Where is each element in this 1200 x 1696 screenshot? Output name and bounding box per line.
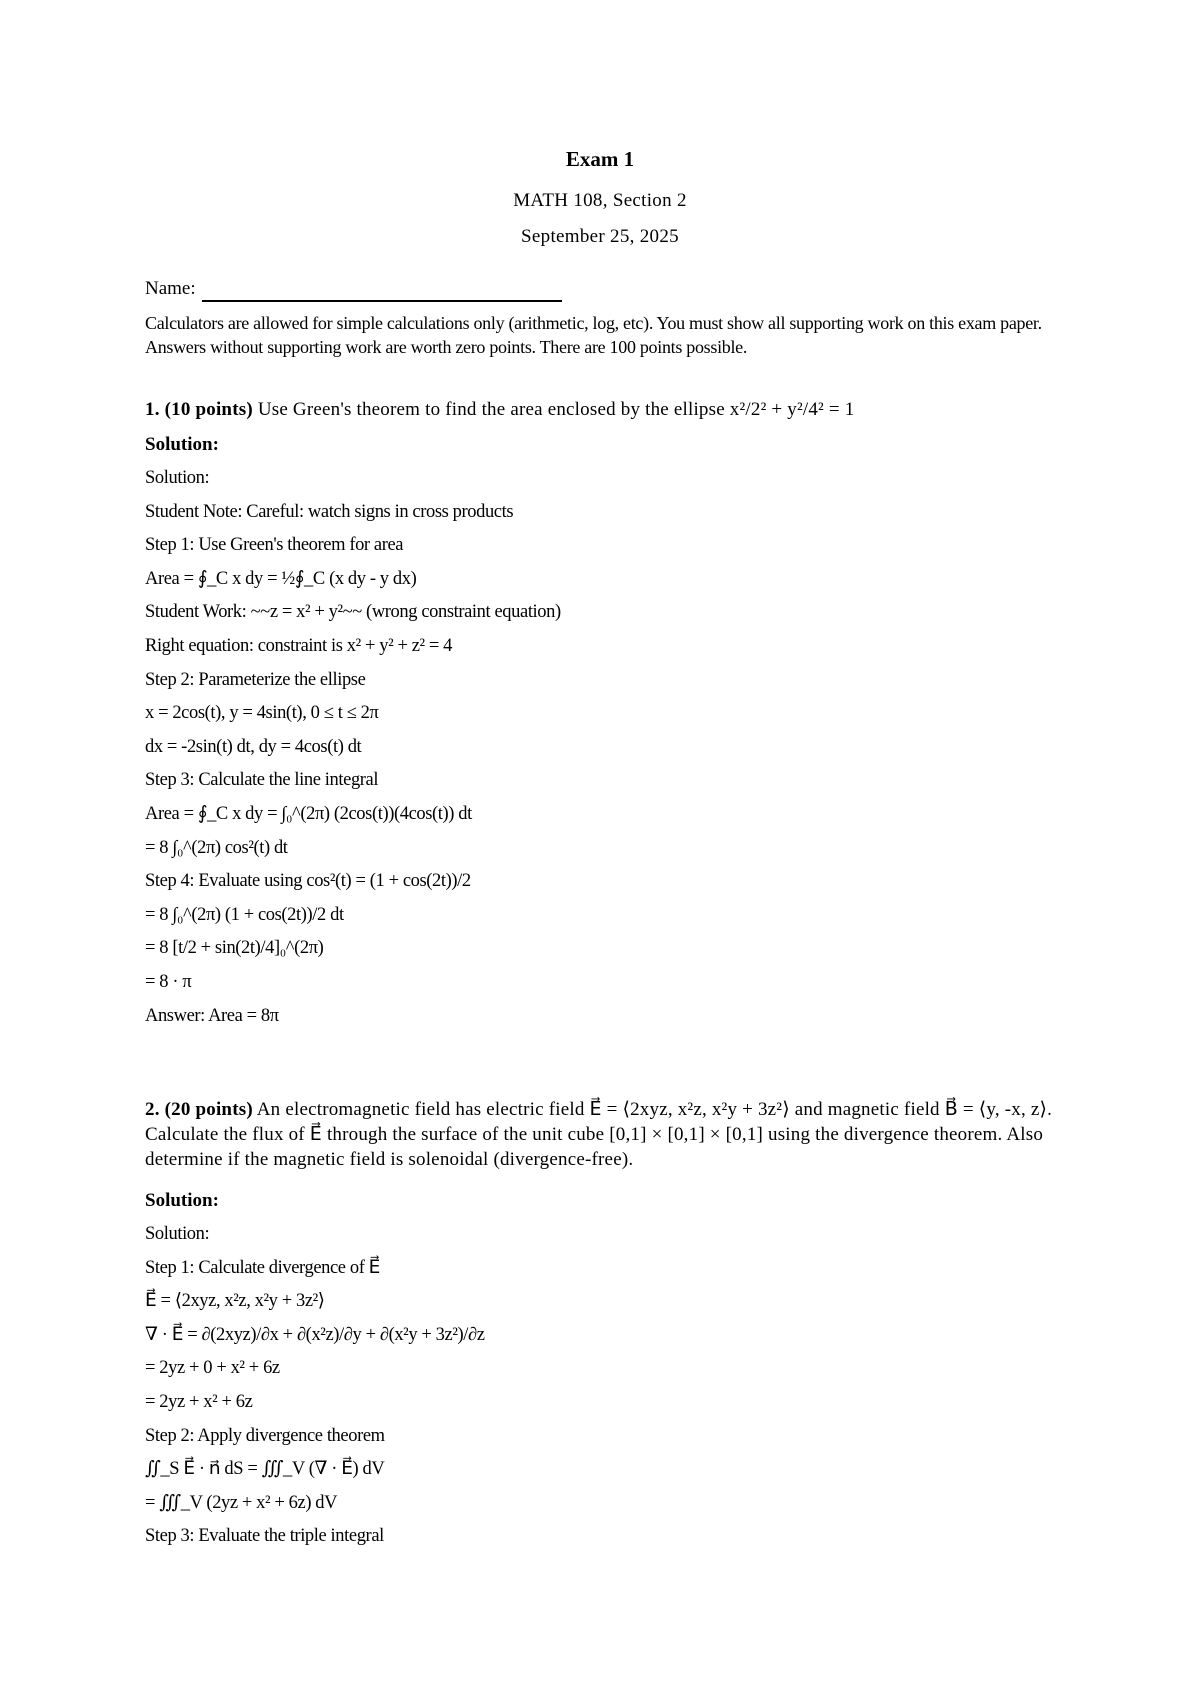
solution-line: E⃗ = ⟨2xyz, x²z, x²y + 3z²⟩ bbox=[145, 1291, 325, 1312]
course-info: MATH 108, Section 2 bbox=[513, 190, 687, 211]
solution-line: Solution: bbox=[145, 1224, 210, 1244]
solution-line: Step 3: Calculate the line integral bbox=[145, 770, 379, 791]
solution-line: Student Work: ~~z = x² + y²~~ (wrong constraint equation) bbox=[145, 602, 561, 623]
solution-line: = 8 · π bbox=[145, 971, 192, 992]
solution-line: Solution: bbox=[145, 468, 210, 488]
solution-line: Step 4: Evaluate using cos²(t) = (1 + cos(2t))/2 bbox=[145, 871, 471, 892]
solution-line: = 8 ∫₀^(2π) (1 + cos(2t))/2 dt bbox=[145, 904, 344, 925]
solution-line: Step 1: Calculate divergence of E⃗ bbox=[145, 1257, 380, 1278]
solution-line: Student Note: Careful: watch signs in cross products bbox=[145, 501, 514, 522]
solution-line: Step 2: Parameterize the ellipse bbox=[145, 669, 366, 690]
question-1-text: Use Green's theorem to find the area enclosed by the ellipse x²/2² + y²/4² = 1 bbox=[257, 399, 855, 420]
solution-line: = ∭_V (2yz + x² + 6z) dV bbox=[145, 1492, 338, 1513]
name-label: Name: bbox=[145, 278, 196, 299]
solution-line: Step 3: Evaluate the triple integral bbox=[145, 1526, 384, 1547]
solution-line: Step 2: Apply divergence theorem bbox=[145, 1425, 385, 1446]
solution-line: dx = -2sin(t) dt, dy = 4cos(t) dt bbox=[145, 736, 362, 757]
solution-line: = 2yz + x² + 6z bbox=[145, 1391, 253, 1412]
question-2-text: An electromagnetic field has electric field E⃗ = ⟨2xyz, x²z, x²y + 3z²⟩ and magnetic field B⃗ = ⟨y, -x, z⟩. Calculate the flux of E⃗ through the surface of the unit cube [0,1] × [0,1] × [0,1] using the divergence theorem. Also determine if the magnetic field is solenoidal (divergence-free). bbox=[145, 1099, 1053, 1170]
solution-line: ∬_S E⃗ · n⃗ dS = ∭_V (∇ · E⃗) dV bbox=[145, 1459, 385, 1480]
question-2 bbox=[145, 1097, 1065, 1172]
question-2-number: 2. bbox=[145, 1099, 160, 1120]
question-1 bbox=[145, 397, 1065, 422]
exam-title: Exam 1 bbox=[565, 147, 635, 171]
question-1-number: 1. bbox=[145, 399, 160, 420]
solution-line: = 8 ∫₀^(2π) cos²(t) dt bbox=[145, 837, 288, 858]
exam-date: September 25, 2025 bbox=[521, 226, 679, 247]
question-1-solution-label: Solution: bbox=[145, 434, 219, 455]
solution-line: Area = ∮_C x dy = ∫₀^(2π) (2cos(t))(4cos(t)) dt bbox=[145, 803, 472, 824]
question-1-points: (10 points) bbox=[164, 399, 253, 420]
exam-instructions: Calculators are allowed for simple calculations only (arithmetic, log, etc). You must show all supporting work on this exam paper. Answers without supporting work are worth zero points. There are 100 points possible. bbox=[145, 313, 1042, 357]
solution-line: ∇ · E⃗ = ∂(2xyz)/∂x + ∂(x²z)/∂y + ∂(x²y + 3z²)/∂z bbox=[145, 1324, 485, 1345]
solution-line: = 8 [t/2 + sin(2t)/4]₀^(2π) bbox=[145, 938, 324, 959]
question-2-points: (20 points) bbox=[164, 1099, 253, 1120]
solution-line: Step 1: Use Green's theorem for area bbox=[145, 535, 404, 556]
question-2-solution-label: Solution: bbox=[145, 1190, 219, 1211]
name-blank-line bbox=[202, 280, 562, 302]
solution-line: x = 2cos(t), y = 4sin(t), 0 ≤ t ≤ 2π bbox=[145, 703, 379, 724]
solution-line: Right equation: constraint is x² + y² + z² = 4 bbox=[145, 635, 453, 656]
solution-line: Area = ∮_C x dy = ½∮_C (x dy - y dx) bbox=[145, 568, 417, 589]
solution-line: Answer: Area = 8π bbox=[145, 1005, 279, 1026]
question-2-solution bbox=[145, 1218, 485, 1554]
question-1-solution bbox=[145, 462, 561, 1033]
name-field-row bbox=[145, 276, 562, 302]
solution-line: = 2yz + 0 + x² + 6z bbox=[145, 1358, 280, 1379]
